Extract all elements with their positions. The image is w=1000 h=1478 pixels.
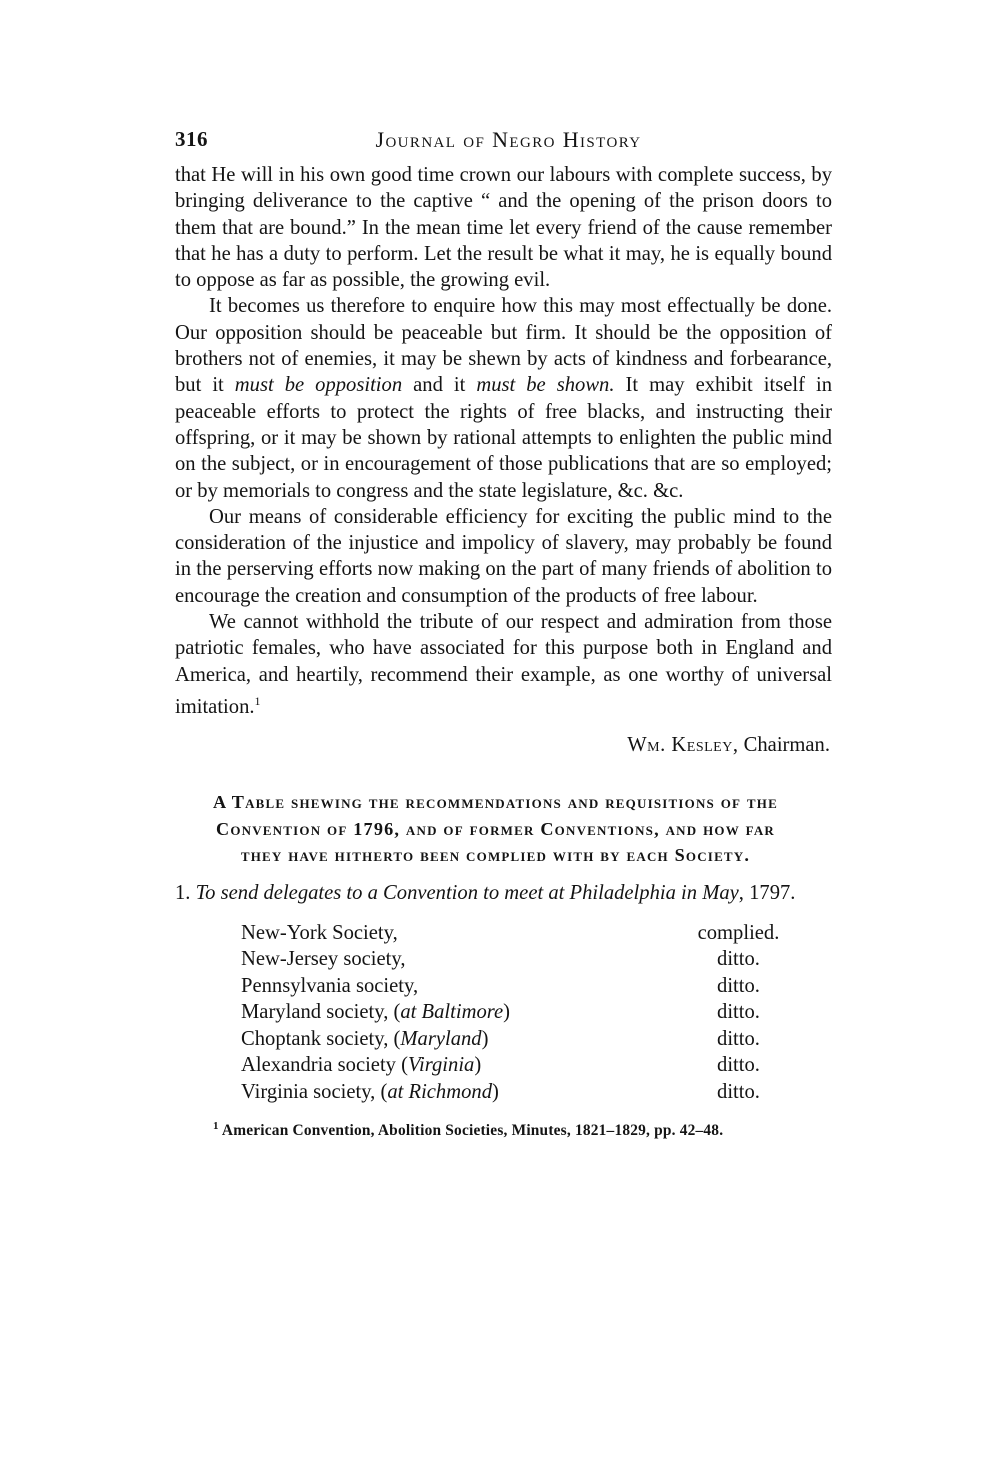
signatory-name: Wm. Kesley, — [627, 734, 739, 757]
journal-page — [175, 118, 832, 1142]
paragraph-2 — [175, 293, 832, 503]
society-name: Virginia society, (at Richmond) — [241, 1080, 499, 1103]
society-row — [241, 1052, 786, 1079]
footnote — [175, 1116, 832, 1141]
society-name: New-York Society, — [241, 921, 398, 944]
society-row — [241, 946, 786, 973]
society-row — [241, 920, 786, 947]
item-number: 1. — [175, 881, 191, 904]
paragraph-2-emphasis-opposition: must be opposition — [234, 374, 403, 397]
table-heading: A Table shewing the recommendations and requisitions of the Convention of 1796, and of former Conventions, and how far they have hitherto been complied with by each Society. — [212, 792, 778, 866]
society-status: ditto. — [717, 974, 760, 997]
society-name: Pennsylvania society, — [241, 974, 419, 997]
paragraph-4 — [175, 609, 832, 720]
society-row — [241, 1079, 786, 1106]
paragraph-2-emphasis-shown: must be shown. — [476, 374, 615, 397]
society-status: ditto. — [717, 948, 760, 971]
society-location: at Richmond — [387, 1080, 492, 1103]
item-text: To send delegates to a Convention to meet at Philadelphia in May — [195, 881, 739, 904]
society-name: Choptank society, (Maryland) — [241, 1027, 489, 1050]
society-status: complied. — [697, 921, 780, 944]
society-status: ditto. — [717, 1001, 760, 1024]
footnote-reference: 1 — [254, 693, 261, 708]
society-row — [241, 999, 786, 1026]
society-row — [241, 973, 786, 1000]
paragraph-2-text-e: It may exhibit itself in peaceable efforts to protect the rights of free blacks, and instructing their offspring, or it may be shown by rational attempts to enlighten the public mind on the subject, or in encouragement of those publications that are so employed; or by memorials to congress and the state legislature, &c. &c. — [175, 374, 832, 502]
society-status: ditto. — [717, 1080, 760, 1103]
society-name: New-Jersey society, — [241, 948, 406, 971]
page-header — [175, 118, 832, 162]
paragraph-2-text-c: and it — [402, 374, 477, 397]
page-number: 316 — [175, 127, 208, 151]
paragraph-1: that He will in his own good time crown our labours with complete success, by bringing deliverance to the captive “ and the opening of the prison doors to them that are bound.” In the mean time let every friend of the cause remember that he has a duty to perform. Let the result be what it may, he is equally bound to oppose as far as possible, the growing evil. — [175, 164, 832, 292]
society-name: Alexandria society (Virginia) — [241, 1054, 482, 1077]
society-name: Maryland society, (at Baltimore) — [241, 1001, 511, 1024]
paragraph-3: Our means of considerable efficiency for exciting the public mind to the consideration of the injustice and impolicy of slavery, may probably be found in the perserving efforts now making on the part of many friends of abolition to encourage the creation and consumption of the products of free labour. — [175, 505, 832, 607]
table-item-1 — [175, 880, 832, 906]
footnote-text: American Convention, Abolition Societies, Minutes, 1821–1829, pp. 42–48. — [218, 1122, 724, 1140]
society-location: Virginia — [407, 1054, 475, 1077]
item-year: , 1797. — [738, 881, 796, 904]
body-text — [175, 162, 832, 720]
paragraph-2-text-a: It becomes us therefore to enquire how this may most effectually be done. Our opposition should be peaceable but firm. It should be the opposition of brothers not of enemies, it may be shewn by acts of kindness and forbearance, but it — [175, 295, 832, 397]
signatory-title: Chairman. — [743, 734, 830, 757]
society-location: at Baltimore — [400, 1001, 504, 1024]
society-list — [241, 920, 786, 1106]
running-title: Journal of Negro History — [375, 127, 642, 152]
signature-line — [175, 732, 832, 758]
footnote-marker: 1 — [213, 1120, 219, 1133]
society-status: ditto. — [717, 1027, 760, 1050]
paragraph-4-text: We cannot withhold the tribute of our respect and admiration from those patriotic females, who have associated for this purpose both in England and America, and heartily, recommend their example, as one worthy of universal imitation. — [175, 611, 832, 718]
society-row — [241, 1026, 786, 1053]
society-location: Maryland — [400, 1027, 482, 1050]
society-status: ditto. — [717, 1054, 760, 1077]
